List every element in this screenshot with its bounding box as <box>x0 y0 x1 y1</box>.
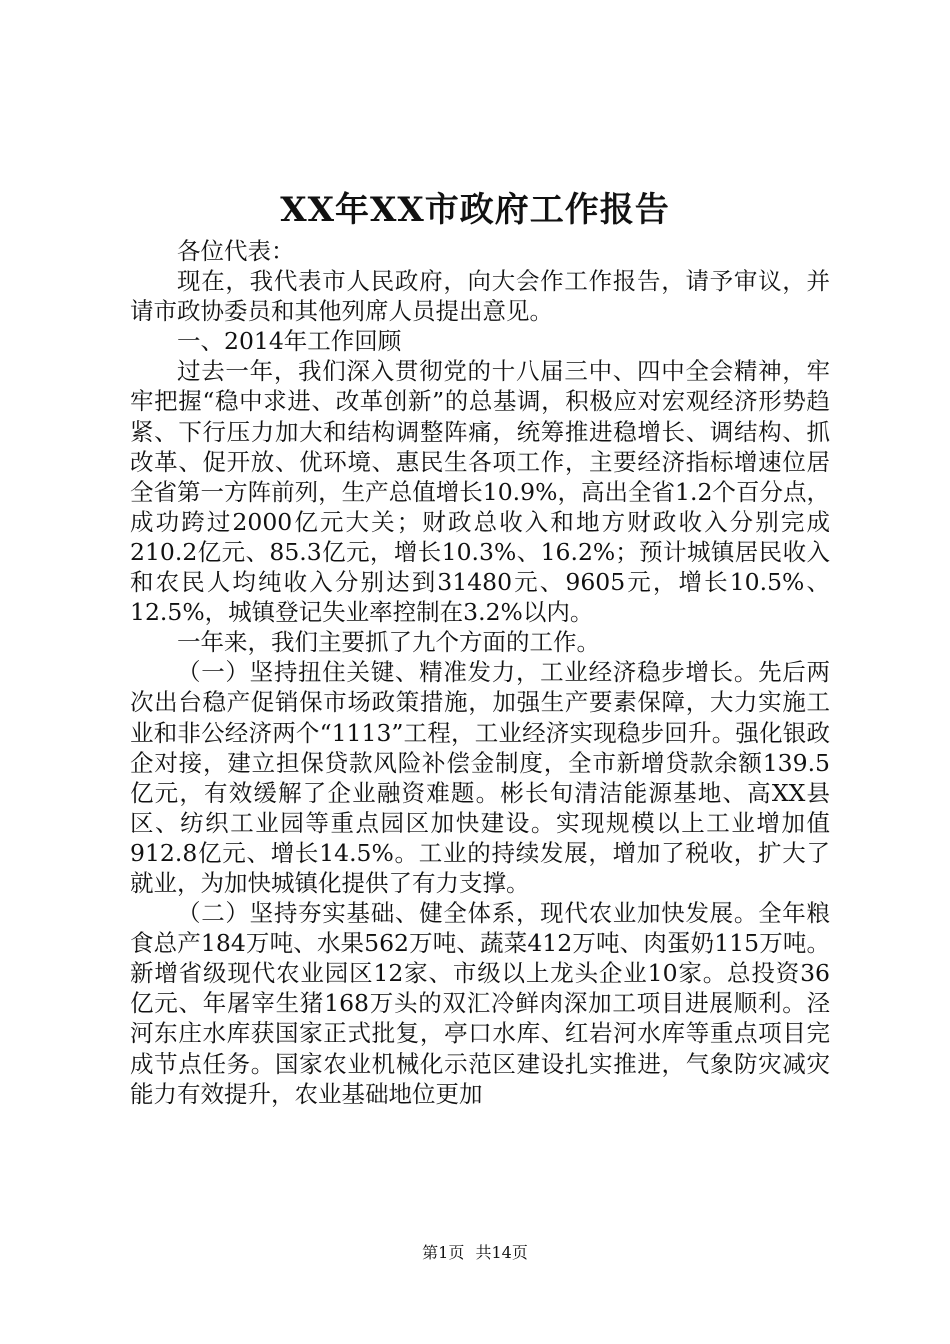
document-body <box>130 236 830 1109</box>
page-total: 共14页 <box>475 1243 528 1262</box>
page-footer <box>0 1242 950 1264</box>
agriculture-paragraph: （二）坚持夯实基础、健全体系，现代农业加快发展。全年粮食总产184万吨、水果562万吨、蔬菜412万吨、肉蛋奶115万吨。新增省级现代农业园区12家、市级以上龙头企业10家。总投资36亿元、年屠宰生猪168万头的双汇冷鲜肉深加工项目进展顺利。泾河东庄水库获国家正式批复，亭口水库、红岩河水库等重点项目完成节点任务。国家农业机械化示范区建设扎实推进，气象防灾减灾能力有效提升，农业基础地位更加 <box>130 899 830 1108</box>
industry-paragraph: （一）坚持扭住关键、精准发力，工业经济稳步增长。先后两次出台稳产促销保市场政策措施，加强生产要素保障，大力实施工业和非公经济两个“1113”工程，工业经济实现稳步回升。强化银政企对接，建立担保贷款风险补偿金制度，全市新增贷款余额139.5亿元，有效缓解了企业融资难题。彬长旬清洁能源基地、高XX县区、纺织工业园等重点园区加快建设。实现规模以上工业增加值912.8亿元、增长14.5%。工业的持续发展，增加了税收，扩大了就业，为加快城镇化提供了有力支撑。 <box>130 658 830 897</box>
review-paragraph: 过去一年，我们深入贯彻党的十八届三中、四中全会精神，牢牢把握“稳中求进、改革创新”的总基调，积极应对宏观经济形势趋紧、下行压力加大和结构调整阵痛，统筹推进稳增长、调结构、抓改革、促开放、优环境、惠民生各项工作，主要经济指标增速位居全省第一方阵前列，生产总值增长10.9%，高出全省1.2个百分点，成功跨过2000亿元大关；财政总收入和地方财政收入分别完成210.2亿元、85.3亿元，增长10.3%、16.2%；预计城镇居民收入和农民人均纯收入分别达到31480元、9605元，增长10.5%、12.5%，城镇登记失业率控制在3.2%以内。 <box>130 357 830 627</box>
section-heading: 一、2014年工作回顾 <box>177 327 402 356</box>
document-title: XX年XX市政府工作报告 <box>280 190 670 230</box>
intro-paragraph: 现在，我代表市人民政府，向大会作工作报告，请予审议，并请市政协委员和其他列席人员提出意见。 <box>130 267 830 326</box>
summary-paragraph: 一年来，我们主要抓了九个方面的工作。 <box>177 628 600 657</box>
page-number: 第1页 <box>422 1243 465 1262</box>
salutation: 各位代表： <box>177 237 295 265</box>
